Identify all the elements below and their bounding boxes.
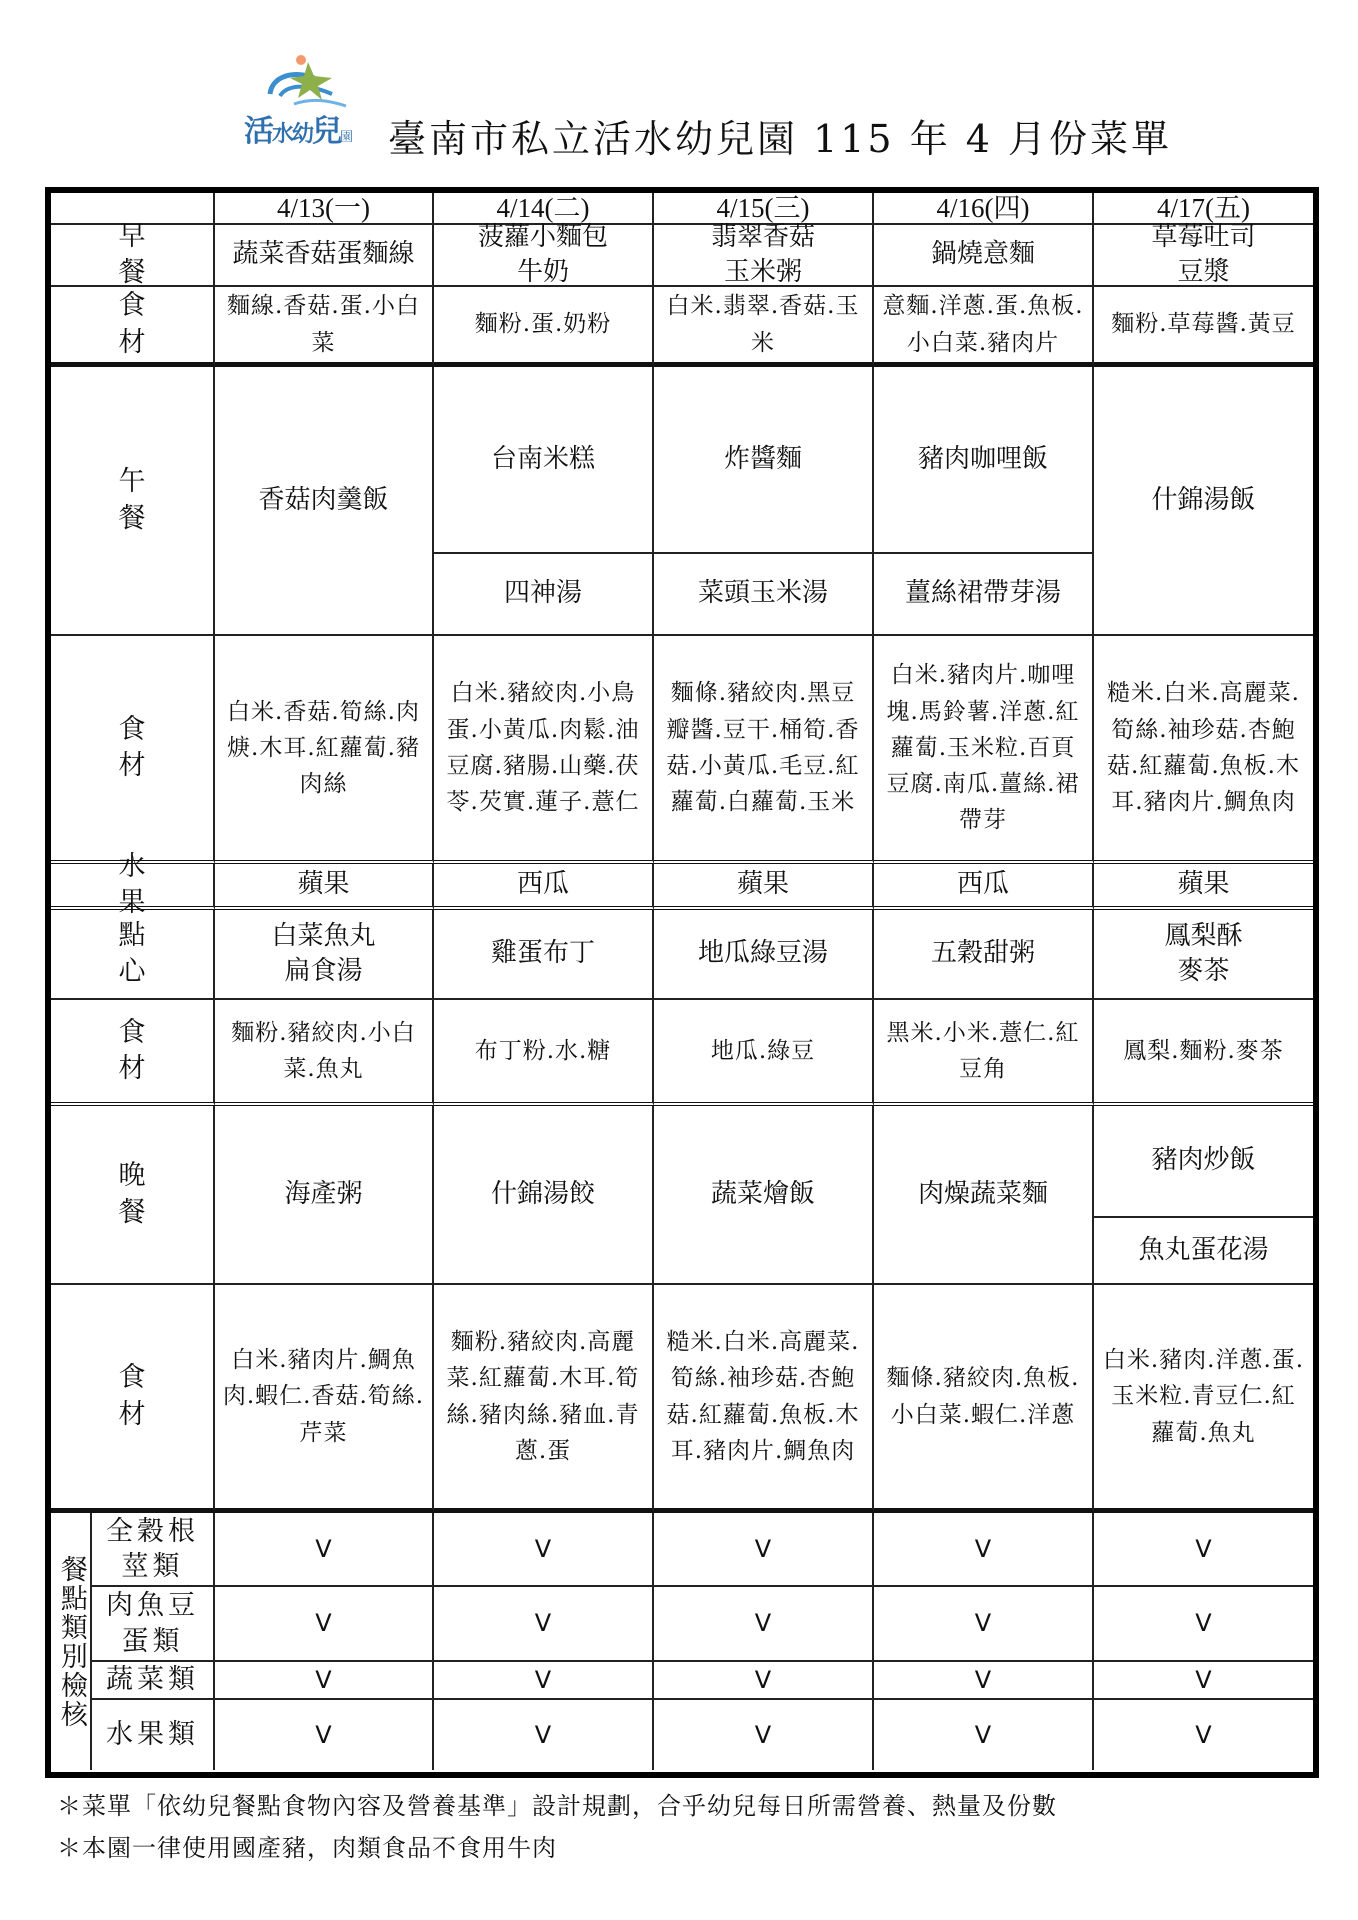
checkmark-icon: V (315, 1720, 332, 1749)
fruit (1094, 864, 1313, 910)
day-header-text: 4/15(三) (716, 192, 810, 223)
dinner-ingredients (215, 1285, 434, 1513)
lunch-main-text: 香菇肉羹飯 (258, 484, 389, 515)
checkmark-icon: V (754, 1609, 772, 1638)
snack-ingredients (874, 1000, 1094, 1106)
footnotes (57, 1785, 1057, 1869)
fruit (434, 864, 654, 910)
lunch-main (1094, 367, 1313, 636)
snack-ingredients-text: 布丁粉.水.糖 (474, 1037, 612, 1064)
check-mark (215, 1513, 434, 1587)
snack-dish (874, 910, 1094, 1000)
checkmark-icon: V (754, 1720, 772, 1749)
row-label-lunch (51, 367, 215, 636)
checkmark-icon: V (1195, 1609, 1212, 1638)
lunch-ingredients (215, 636, 434, 864)
check-mark (1094, 1587, 1313, 1662)
dinner-ingredients-text: 白米.豬肉.洋蔥.蛋.玉米粒.青豆仁.紅蘿蔔.魚丸 (1102, 1347, 1305, 1446)
snack-ingredients-text: 黑米.小米.薏仁.紅豆角 (886, 1019, 1080, 1082)
fruit (874, 864, 1094, 910)
row-label-dinner-text: 晚餐 (118, 1160, 184, 1228)
breakfast-dish-text: 鍋燒意麵 (930, 239, 1035, 270)
check-mark (654, 1700, 874, 1770)
breakfast-ingredients (434, 287, 654, 367)
lunch-main-text: 什錦湯飯 (1151, 484, 1256, 515)
lunch-soup-text: 四神湯 (503, 578, 582, 609)
dinner-soup-text: 魚丸蛋花湯 (1138, 1234, 1269, 1265)
row-label-breakfast (51, 220, 215, 288)
breakfast-dish (1094, 221, 1313, 287)
menu-table (45, 187, 1319, 1778)
checkmark-icon: V (974, 1534, 992, 1563)
check-mark (1094, 1700, 1313, 1770)
check-mark (874, 1513, 1094, 1587)
breakfast-ingredients-text: 意麵.洋蔥.蛋.魚板.小白菜.豬肉片 (882, 293, 1084, 356)
check-mark (434, 1662, 654, 1700)
dinner-ingredients (434, 1285, 654, 1513)
logo-icon (242, 48, 392, 108)
footnote: ＊菜單「依幼兒餐點食物內容及營養基準」設計規劃，合乎幼兒每日所需營養、熱量及份數 (57, 1792, 1057, 1820)
check-group-label-text: 餐點類別檢核 (55, 1554, 87, 1729)
breakfast-ingredients-text: 麵粉.蛋.奶粉 (474, 311, 612, 338)
snack-ingredients (1094, 1000, 1313, 1106)
breakfast-dish-text: 蔬菜香菇蛋麵線 (232, 239, 415, 270)
snack-ingredients-text: 地瓜.綠豆 (710, 1037, 816, 1064)
breakfast-ingredients (215, 287, 434, 367)
lunch-main-text: 豬肉咖哩飯 (917, 443, 1048, 474)
row-label-ingredients (51, 287, 215, 367)
check-mark (434, 1513, 654, 1587)
snack-dish (434, 910, 654, 1000)
dinner-ingredients (654, 1285, 874, 1513)
check-category-text: 全穀根 莖類 (106, 1515, 199, 1582)
day-header-text: 4/17(五) (1157, 192, 1250, 223)
snack-ingredients (215, 1000, 434, 1106)
row-label-lunch-text: 午餐 (118, 466, 184, 534)
check-category-text: 肉魚豆 蛋類 (106, 1590, 199, 1657)
dinner-main-text: 豬肉炒飯 (1151, 1145, 1256, 1176)
dinner-ingredients-text: 麵粉.豬絞肉.高麗菜.紅蘿蔔.木耳.筍絲.豬肉絲.豬血.青蔥.蛋 (446, 1328, 640, 1464)
lunch-main (215, 367, 434, 636)
breakfast-dish (434, 221, 654, 287)
snack-ingredients-text: 鳳梨.麵粉.麥茶 (1123, 1037, 1284, 1064)
dinner-ingredients-text: 麵條.豬絞肉.魚板.小白菜.蝦仁.洋蔥 (886, 1365, 1080, 1428)
dinner-ingredients-text: 糙米.白米.高麗菜.筍絲.袖珍菇.杏鮑菇.紅蘿蔔.魚板.木耳.豬肉片.鯛魚肉 (666, 1328, 860, 1464)
school-logo (242, 48, 392, 148)
checkmark-icon: V (1195, 1534, 1212, 1563)
dinner-soup (1094, 1218, 1313, 1285)
row-label-ingredients-text: 食材 (118, 1362, 184, 1430)
checkmark-icon: V (974, 1720, 992, 1749)
page-header (0, 0, 1358, 180)
snack-ingredients (654, 1000, 874, 1106)
row-label-ingredients (51, 1000, 215, 1106)
dinner-main-text: 蔬菜燴飯 (710, 1178, 815, 1209)
check-category-text: 蔬菜類 (106, 1664, 199, 1696)
checkmark-icon: V (754, 1534, 772, 1563)
breakfast-ingredients-text: 麵線.香菇.蛋.小白菜 (227, 293, 420, 356)
day-header-text: 4/13(一) (277, 192, 370, 223)
breakfast-dish (874, 225, 1094, 287)
lunch-ingredients-text: 白米.豬絞肉.小鳥蛋.小黃瓜.肉鬆.油豆腐.豬腸.山藥.茯苓.芡實.蓮子.薏仁 (446, 680, 640, 816)
lunch-main (654, 367, 874, 554)
check-group-label (51, 1513, 92, 1770)
lunch-ingredients (434, 636, 654, 864)
check-mark (654, 1587, 874, 1662)
checkmark-icon: V (754, 1665, 772, 1694)
breakfast-dish (654, 221, 874, 287)
check-mark (654, 1513, 874, 1587)
fruit-text: 蘋果 (1177, 869, 1230, 900)
snack-dish (654, 910, 874, 1000)
snack-dish-text: 雞蛋布丁 (490, 938, 595, 969)
lunch-ingredients (654, 636, 874, 864)
dinner-main (215, 1106, 434, 1285)
breakfast-ingredients (654, 287, 874, 367)
dinner-main (654, 1106, 874, 1285)
dinner-main-text: 什錦湯餃 (490, 1178, 595, 1209)
row-label-ingredients-text: 食材 (118, 1016, 184, 1084)
snack-dish-text: 白菜魚丸 扁食湯 (271, 920, 376, 986)
fruit-text: 西瓜 (956, 869, 1009, 900)
breakfast-ingredients (1094, 287, 1313, 367)
dinner-main-text: 海產粥 (284, 1178, 363, 1209)
dinner-main (874, 1106, 1094, 1285)
snack-dish (215, 910, 434, 1000)
lunch-main-text: 台南米糕 (490, 443, 595, 474)
row-label-snack-text: 點心 (118, 919, 184, 987)
check-mark (434, 1587, 654, 1662)
row-label-fruit-text: 水果 (118, 850, 184, 918)
dinner-main-text: 肉燥蔬菜麵 (917, 1178, 1048, 1209)
snack-dish-text: 地瓜綠豆湯 (697, 938, 828, 969)
dinner-ingredients (1094, 1285, 1313, 1513)
checkmark-icon: V (534, 1609, 552, 1638)
lunch-soup (874, 554, 1094, 636)
check-mark (1094, 1513, 1313, 1587)
check-mark (434, 1700, 654, 1770)
row-label-fruit (51, 850, 215, 918)
lunch-ingredients-text: 麵條.豬絞肉.黑豆瓣醬.豆干.桶筍.香菇.小黃瓜.毛豆.紅蘿蔔.白蘿蔔.玉米 (666, 680, 860, 816)
lunch-ingredients (1094, 636, 1313, 864)
lunch-ingredients-text: 糙米.白米.高麗菜.筍絲.袖珍菇.杏鮑菇.紅蘿蔔.魚板.木耳.豬肉片.鯛魚肉 (1107, 680, 1300, 816)
snack-ingredients-text: 麵粉.豬絞肉.小白菜.魚丸 (231, 1019, 416, 1082)
lunch-soup-text: 薑絲裙帶芽湯 (904, 578, 1061, 609)
breakfast-dish-text: 翡翠香菇 玉米粥 (710, 221, 815, 287)
logo-text: 活水幼兒園 (244, 114, 352, 149)
dinner-main (434, 1106, 654, 1285)
check-mark (215, 1587, 434, 1662)
day-header (874, 193, 1094, 225)
footnote: ＊本園一律使用國產豬，肉類食品不食用牛肉 (57, 1834, 557, 1862)
dinner-ingredients (874, 1285, 1094, 1513)
fruit (215, 864, 434, 910)
lunch-ingredients (874, 636, 1094, 864)
fruit-text: 西瓜 (516, 869, 569, 900)
check-category (92, 1662, 215, 1700)
page-title: 臺南市私立活水幼兒園 115 年 4 月份菜單 (388, 117, 1173, 161)
snack-dish-text: 五穀甜粥 (930, 938, 1035, 969)
check-category-text: 水果類 (106, 1719, 199, 1751)
fruit-text: 蘋果 (297, 869, 350, 900)
row-label-breakfast-text: 早餐 (118, 220, 184, 288)
check-category (92, 1513, 215, 1587)
breakfast-ingredients-text: 麵粉.草莓醬.黃豆 (1111, 311, 1296, 338)
check-mark (215, 1662, 434, 1700)
checkmark-icon: V (534, 1665, 552, 1694)
checkmark-icon: V (534, 1720, 552, 1749)
snack-dish-text: 鳳梨酥 麥茶 (1164, 920, 1243, 986)
lunch-ingredients-text: 白米.香菇.筍絲.肉焿.木耳.紅蘿蔔.豬肉絲 (227, 698, 420, 798)
breakfast-dish-text: 菠蘿小麵包 牛奶 (477, 221, 608, 287)
row-label-ingredients (51, 1285, 215, 1513)
check-mark (874, 1662, 1094, 1700)
checkmark-icon: V (974, 1609, 992, 1638)
check-category (92, 1700, 215, 1770)
checkmark-icon: V (534, 1534, 552, 1563)
check-mark (874, 1700, 1094, 1770)
snack-ingredients (434, 1000, 654, 1106)
row-label-ingredients-text: 食材 (118, 713, 184, 781)
row-label-ingredients (51, 636, 215, 864)
checkmark-icon: V (315, 1665, 332, 1694)
lunch-soup (654, 554, 874, 636)
check-mark (654, 1662, 874, 1700)
day-header-text: 4/16(四) (936, 192, 1030, 223)
row-label-snack (51, 910, 215, 1000)
check-mark (1094, 1662, 1313, 1700)
checkmark-icon: V (315, 1534, 332, 1563)
checkmark-icon: V (1195, 1665, 1212, 1694)
breakfast-ingredients (874, 287, 1094, 367)
snack-dish (1094, 910, 1313, 1000)
breakfast-ingredients-text: 白米.翡翠.香菇.玉米 (666, 293, 860, 356)
lunch-main-text: 炸醬麵 (723, 443, 802, 474)
lunch-main (434, 367, 654, 554)
checkmark-icon: V (315, 1609, 332, 1638)
check-category (92, 1587, 215, 1662)
fruit-text: 蘋果 (736, 869, 789, 900)
checkmark-icon: V (1195, 1720, 1212, 1749)
lunch-main (874, 367, 1094, 554)
row-label-dinner (51, 1106, 215, 1285)
lunch-ingredients-text: 白米.豬肉片.咖哩塊.馬鈴薯.洋蔥.紅蘿蔔.玉米粒.百頁豆腐.南瓜.薑絲.裙帶芽 (886, 662, 1080, 834)
day-header (215, 193, 434, 225)
lunch-soup (434, 554, 654, 636)
check-mark (874, 1587, 1094, 1662)
fruit (654, 864, 874, 910)
breakfast-dish-text: 草莓吐司 豆漿 (1151, 221, 1256, 287)
dinner-main (1094, 1106, 1313, 1218)
checkmark-icon: V (974, 1665, 992, 1694)
lunch-soup-text: 菜頭玉米湯 (697, 578, 828, 609)
breakfast-dish (215, 225, 434, 287)
day-header-text: 4/14(二) (496, 192, 590, 223)
dinner-ingredients-text: 白米.豬肉片.鯛魚肉.蝦仁.香菇.筍絲.芹菜 (222, 1347, 425, 1446)
row-label-ingredients-text: 食材 (118, 290, 184, 358)
check-mark (215, 1700, 434, 1770)
